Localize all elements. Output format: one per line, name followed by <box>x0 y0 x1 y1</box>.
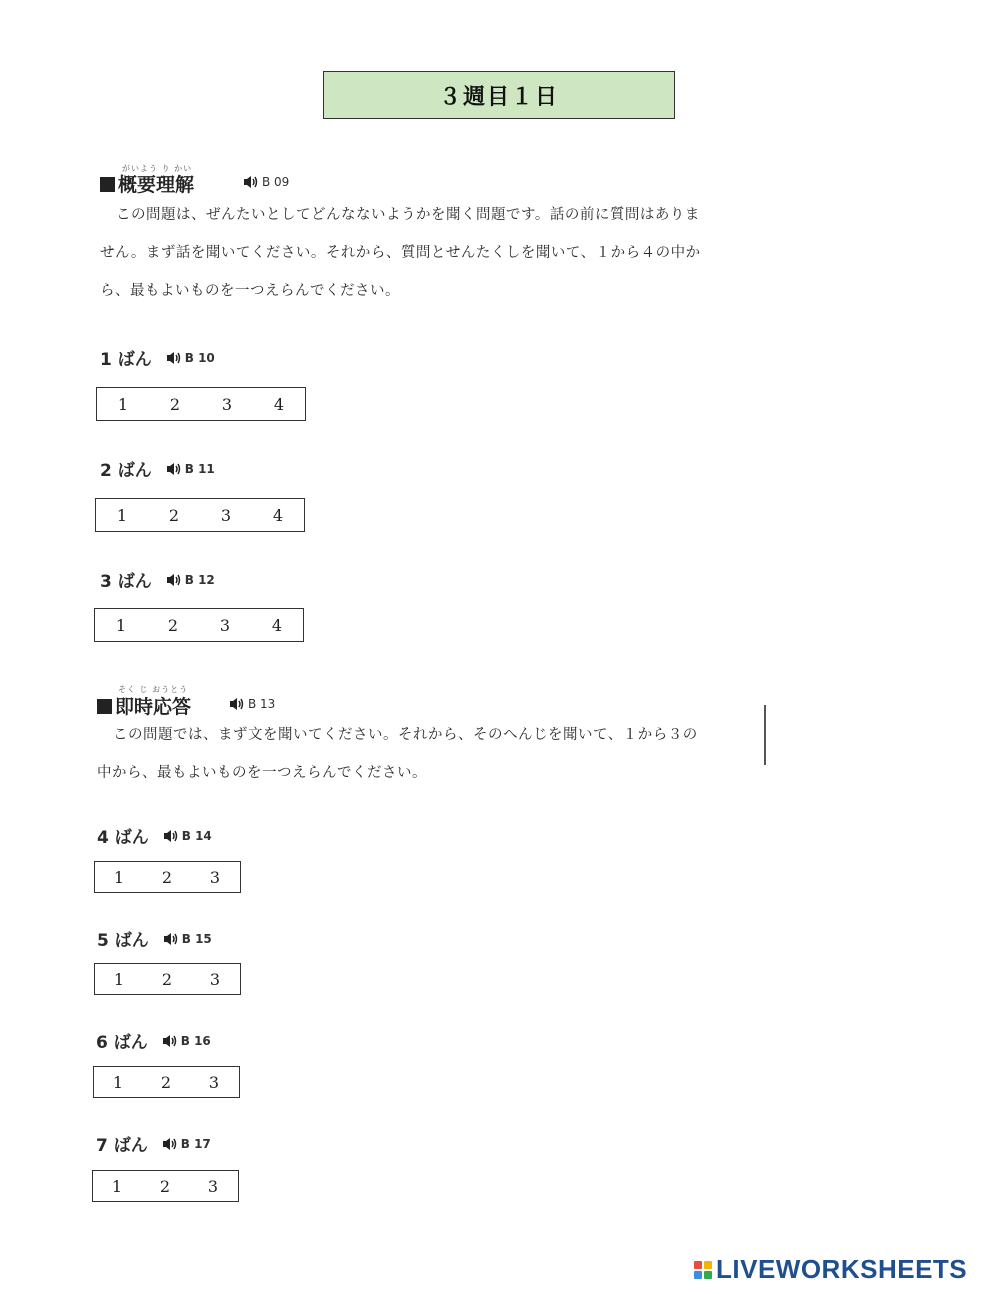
answer-option[interactable]: 3 <box>221 394 233 414</box>
answer-option[interactable]: 1 <box>113 867 125 887</box>
answer-option[interactable]: 1 <box>111 1176 123 1196</box>
answer-box-5 <box>94 963 241 995</box>
speaker-icon <box>162 1034 178 1048</box>
audio-label: B 12 <box>184 572 215 587</box>
audio-label: B 17 <box>180 1136 211 1151</box>
section1-title-text: 概要理解 <box>118 174 195 196</box>
question-label: 3 ばん <box>100 572 152 592</box>
scan-edge-line <box>764 705 766 765</box>
question-audio[interactable] <box>162 1137 211 1151</box>
section1-audio[interactable] <box>243 175 289 189</box>
speaker-icon <box>166 351 182 365</box>
speaker-icon <box>162 1137 178 1151</box>
liveworksheets-logo-icon <box>694 1261 712 1279</box>
question-label: 6 ばん <box>96 1033 148 1053</box>
answer-option[interactable]: 3 <box>209 969 221 989</box>
section1-title <box>100 170 194 197</box>
logo-cell <box>704 1261 712 1269</box>
audio-label: B 16 <box>180 1033 211 1048</box>
answer-option[interactable]: 3 <box>207 1176 219 1196</box>
question-label: 1 ばん <box>100 350 152 370</box>
section2-instructions <box>97 716 757 792</box>
instruction-line: せん。まず話を聞いてください。それから、質問とせんたくしを聞いて、１から４の中か <box>100 245 701 261</box>
audio-label: B 13 <box>248 697 276 711</box>
audio-label: B 14 <box>181 828 212 843</box>
answer-option[interactable]: 4 <box>271 615 283 635</box>
answer-box-6 <box>93 1066 240 1098</box>
question-audio[interactable] <box>166 351 215 365</box>
question-5 <box>97 926 212 951</box>
answer-option[interactable]: 1 <box>117 394 129 414</box>
section2-title-text: 即時応答 <box>115 696 192 718</box>
audio-label: B 11 <box>184 461 215 476</box>
answer-option[interactable]: 4 <box>273 394 285 414</box>
answer-option[interactable]: 2 <box>161 867 173 887</box>
speaker-icon <box>163 829 179 843</box>
answer-option[interactable]: 2 <box>161 969 173 989</box>
answer-option[interactable]: 3 <box>209 867 221 887</box>
question-4 <box>97 823 212 848</box>
question-audio[interactable] <box>163 829 212 843</box>
answer-option[interactable]: 1 <box>113 969 125 989</box>
instruction-line: ら、最もよいものを一つえらんでください。 <box>100 283 400 299</box>
answer-option[interactable]: 1 <box>115 615 127 635</box>
question-3 <box>100 567 215 592</box>
question-audio[interactable] <box>162 1034 211 1048</box>
logo-cell <box>694 1261 702 1269</box>
speaker-icon <box>163 932 179 946</box>
logo-cell <box>704 1271 712 1279</box>
answer-option[interactable]: 1 <box>116 505 128 525</box>
answer-box-1 <box>96 387 306 421</box>
answer-box-4 <box>94 861 241 893</box>
logo-cell <box>694 1271 702 1279</box>
audio-label: B 09 <box>262 175 290 189</box>
section2-ruby: そく じ おうとう <box>118 685 189 694</box>
answer-box-3 <box>94 608 304 642</box>
brand-text: LIVEWORKSHEETS <box>716 1254 968 1284</box>
answer-option[interactable]: 3 <box>220 505 232 525</box>
answer-option[interactable]: 1 <box>112 1072 124 1092</box>
answer-option[interactable]: 2 <box>167 615 179 635</box>
square-bullet-icon <box>100 177 115 192</box>
answer-option[interactable]: 2 <box>168 505 180 525</box>
answer-option[interactable]: 2 <box>159 1176 171 1196</box>
page-title: ３週目１日 <box>323 71 675 119</box>
liveworksheets-brand[interactable] <box>694 1254 967 1285</box>
answer-option[interactable]: 3 <box>219 615 231 635</box>
section1-instructions <box>100 196 810 310</box>
answer-box-7 <box>92 1170 239 1202</box>
answer-option[interactable]: 2 <box>160 1072 172 1092</box>
answer-option[interactable]: 4 <box>272 505 284 525</box>
question-label: 2 ばん <box>100 461 152 481</box>
square-bullet-icon <box>97 699 112 714</box>
section2-audio[interactable] <box>229 697 275 711</box>
question-audio[interactable] <box>163 932 212 946</box>
section2-title <box>97 692 191 719</box>
question-1 <box>100 345 215 370</box>
question-audio[interactable] <box>166 462 215 476</box>
instruction-line: 中から、最もよいものを一つえらんでください。 <box>97 765 427 781</box>
audio-label: B 10 <box>184 350 215 365</box>
speaker-icon <box>243 175 259 189</box>
answer-option[interactable]: 3 <box>208 1072 220 1092</box>
speaker-icon <box>166 462 182 476</box>
question-7 <box>96 1131 211 1156</box>
instruction-line: この問題では、まず文を聞いてください。それから、そのへんじを聞いて、１から３の <box>113 727 698 743</box>
question-label: 4 ばん <box>97 828 149 848</box>
answer-option[interactable]: 2 <box>169 394 181 414</box>
question-audio[interactable] <box>166 573 215 587</box>
question-label: 7 ばん <box>96 1136 148 1156</box>
question-2 <box>100 456 215 481</box>
section1-ruby: がいよう り かい <box>122 164 193 173</box>
speaker-icon <box>229 697 245 711</box>
speaker-icon <box>166 573 182 587</box>
answer-box-2 <box>95 498 305 532</box>
question-6 <box>96 1028 211 1053</box>
instruction-line: この問題は、ぜんたいとしてどんなないようかを聞く問題です。話の前に質問はありま <box>116 207 700 223</box>
audio-label: B 15 <box>181 931 212 946</box>
question-label: 5 ばん <box>97 931 149 951</box>
